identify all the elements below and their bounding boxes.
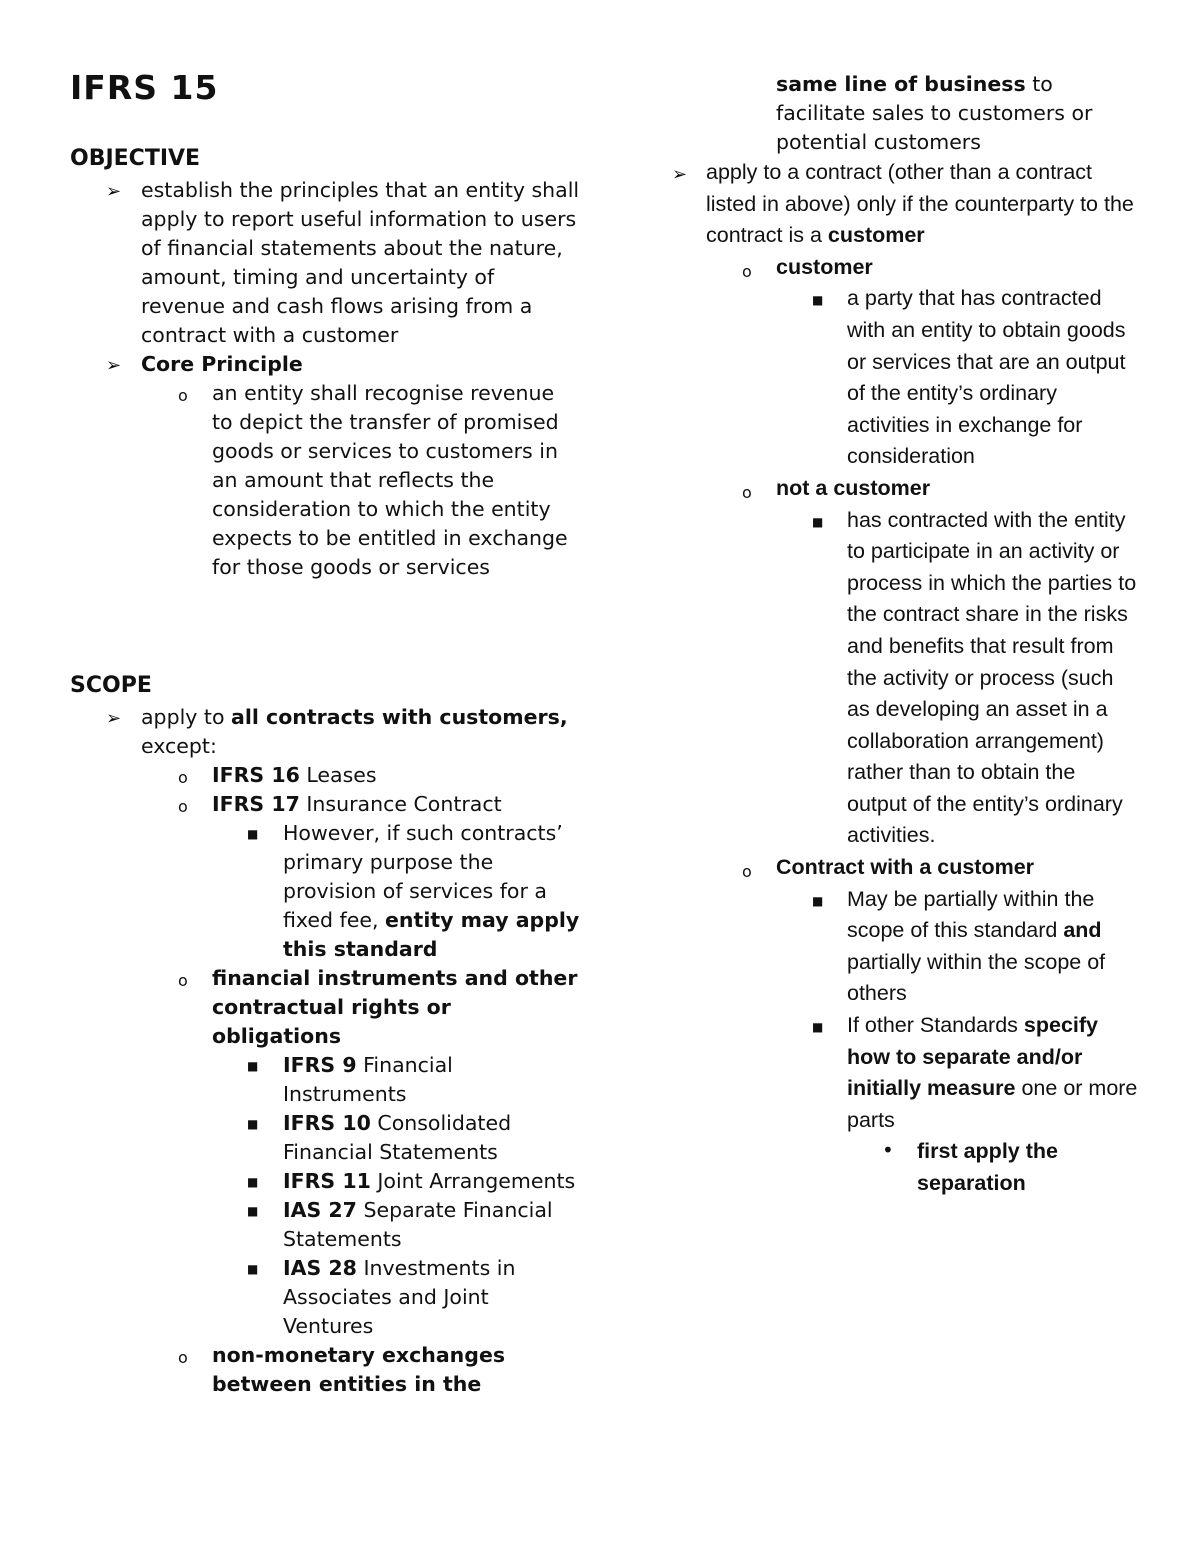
- financial-instruments-label: financial instruments and other contractual rights or obligations: [212, 966, 578, 1048]
- standard-code: IFRS 10: [283, 1111, 371, 1135]
- list-item: [70, 819, 580, 964]
- ifrs17-name: Insurance Contract: [299, 792, 502, 816]
- objective-list: [70, 176, 580, 582]
- list-item: [670, 1010, 1140, 1136]
- arrow-bullet-icon: ➢: [672, 164, 688, 185]
- ifrs17-note-bold: entity may apply this standard: [283, 908, 580, 961]
- other-standards-bold: specify how to separate and/or initially measure: [847, 1013, 1098, 1101]
- scope-continued-list: [670, 70, 1140, 1200]
- scope-apply-bold: all contracts with customers,: [231, 705, 568, 729]
- list-item: [70, 703, 580, 761]
- other-standards-text: If other Standards: [847, 1013, 1024, 1038]
- customer-label: customer: [776, 254, 873, 279]
- ifrs16-name: Leases: [299, 763, 377, 787]
- circle-bullet-icon: o: [742, 862, 752, 882]
- list-item: [70, 790, 580, 819]
- standard-name: Investments in Associates and Joint Ventures: [283, 1256, 516, 1338]
- standard-code: IAS 28: [283, 1256, 357, 1280]
- list-item: [670, 884, 1140, 1010]
- contract-item-bold: and: [1063, 918, 1102, 943]
- arrow-bullet-icon: ➢: [106, 181, 122, 202]
- list-item: [670, 852, 1140, 884]
- circle-bullet-icon: o: [178, 768, 188, 787]
- scope-list: [70, 703, 580, 1399]
- other-standards-post: one or more parts: [847, 1076, 1138, 1132]
- objective-statement: establish the principles that an entity shall apply to report useful information to users of financial statements about the nature, amount, timing and uncertainty of revenue and cash flows arising from a contract with a customer: [141, 178, 580, 347]
- list-item: [670, 473, 1140, 505]
- contract-item-text-post: partially within the scope of others: [847, 949, 1106, 1006]
- square-bullet-icon: ■: [812, 514, 824, 529]
- square-bullet-icon: ■: [247, 1059, 259, 1073]
- not-customer-label: not a customer: [776, 475, 931, 500]
- standard-code: IFRS 11: [283, 1169, 371, 1193]
- list-item: [670, 505, 1140, 853]
- apply-contract-bold: customer: [827, 223, 925, 248]
- apply-contract-text: apply to a contract (other than a contract listed in above) only if the counterparty to the contract is a: [706, 160, 1134, 248]
- standard-name: Consolidated Financial Statements: [283, 1111, 512, 1164]
- list-item: [70, 1167, 580, 1196]
- contract-item-text: May be partially within the scope of this standard: [847, 886, 1095, 943]
- objective-heading: OBJECTIVE: [70, 146, 201, 171]
- list-item: [70, 1109, 580, 1167]
- standard-name: Joint Arrangements: [370, 1169, 576, 1193]
- circle-bullet-icon: o: [742, 482, 752, 502]
- standard-name: Financial Instruments: [283, 1053, 453, 1106]
- circle-bullet-icon: o: [742, 261, 752, 281]
- document-title: IFRS 15: [70, 68, 219, 107]
- not-customer-definition: has contracted with the entity to participate in an activity or process in which the parties to the contract share in the risks and benefits that result from the activity or process (such as developing an asset in a collaboration arrangement) rather than to obtain the output of the entity’s ordinary activities.: [847, 507, 1137, 848]
- standard-code: IFRS 9: [283, 1053, 357, 1077]
- arrow-bullet-icon: ➢: [106, 355, 122, 376]
- list-item: [70, 1196, 580, 1254]
- square-bullet-icon: ■: [812, 893, 824, 908]
- ifrs16-code: IFRS 16: [212, 763, 300, 787]
- list-item: [670, 157, 1140, 252]
- separation-bold: first apply the separation: [917, 1139, 1058, 1195]
- arrow-bullet-icon: ➢: [106, 708, 122, 729]
- square-bullet-icon: ■: [247, 1262, 259, 1276]
- list-item: [70, 350, 580, 379]
- core-principle-text: an entity shall recognise revenue to depict the transfer of promised goods or services to customers in an amount that reflects the consideration to which the entity expects to be entitled in exchange for those goods or services: [212, 381, 568, 579]
- scope-apply-post: except:: [141, 734, 217, 758]
- customer-definition: a party that has contracted with an entity to obtain goods or services that are an output of the entity’s ordinary activities in exchange for consideration: [847, 286, 1126, 469]
- square-bullet-icon: ■: [247, 1175, 259, 1189]
- of-bold: of: [894, 72, 918, 96]
- list-item: [70, 176, 580, 350]
- list-item: [670, 252, 1140, 284]
- circle-bullet-icon: o: [178, 1348, 188, 1367]
- ifrs17-note: However, if such contracts’ primary purpose the provision of services for a fixed fee,: [283, 821, 563, 932]
- list-item: [70, 1341, 580, 1399]
- circle-bullet-icon: o: [178, 386, 188, 405]
- standard-name: Separate Financial Statements: [283, 1198, 553, 1251]
- list-item: [70, 964, 580, 1051]
- business-bold: business: [917, 72, 1026, 96]
- same-line-bold: same line: [776, 72, 895, 96]
- non-monetary-label: non-monetary exchanges between entities in the: [212, 1343, 506, 1396]
- list-item: [70, 1051, 580, 1109]
- ifrs17-code: IFRS 17: [212, 792, 300, 816]
- list-item: [670, 70, 1140, 157]
- continued-text: to facilitate sales to customers or potential customers: [776, 72, 1093, 154]
- scope-apply-pre: apply to: [141, 705, 232, 729]
- core-principle-label: Core Principle: [141, 352, 303, 376]
- square-bullet-icon: ■: [812, 1020, 824, 1035]
- square-bullet-icon: ■: [812, 293, 824, 308]
- list-item: [70, 761, 580, 790]
- square-bullet-icon: ■: [247, 827, 259, 841]
- scope-heading: SCOPE: [70, 673, 152, 698]
- list-item: [670, 1136, 1140, 1199]
- circle-bullet-icon: o: [178, 797, 188, 816]
- square-bullet-icon: ■: [247, 1204, 259, 1218]
- dot-bullet-icon: •: [882, 1138, 894, 1163]
- square-bullet-icon: ■: [247, 1117, 259, 1131]
- list-item: [70, 379, 580, 582]
- list-item: [70, 1254, 580, 1341]
- list-item: [670, 283, 1140, 473]
- circle-bullet-icon: o: [178, 971, 188, 990]
- standard-code: IAS 27: [283, 1198, 357, 1222]
- contract-with-customer-label: Contract with a customer: [776, 855, 1035, 880]
